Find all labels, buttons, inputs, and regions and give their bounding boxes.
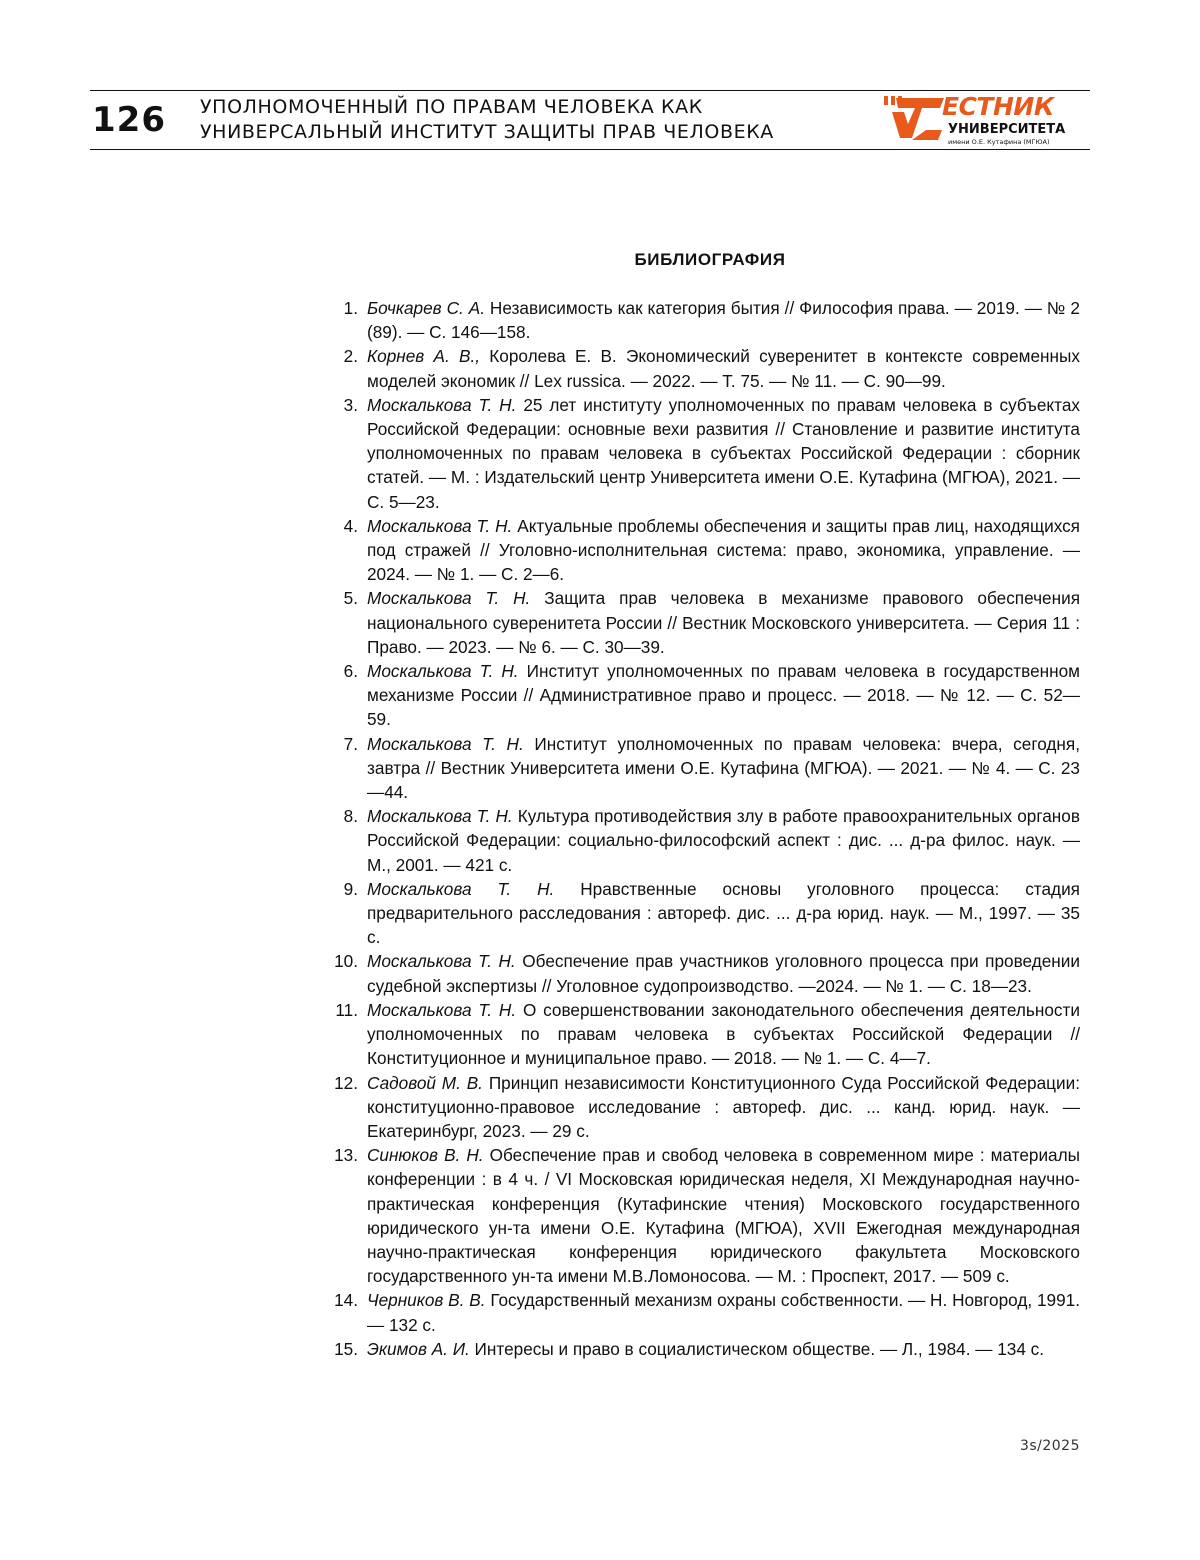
bibliography-item — [328, 393, 1080, 514]
item-text: Государственный механизм охраны собственности. — Н. Новгород, 1991. — 132 с. — [367, 1290, 1080, 1334]
item-author: Синюков В. Н. — [367, 1145, 484, 1165]
bibliography-item — [328, 514, 1080, 587]
item-text: Независимость как категория бытия // Философия права. — 2019. — № 2 (89). — С. 146—158. — [367, 298, 1080, 342]
item-author: Москалькова Т. Н. — [367, 516, 512, 536]
item-text: О совершенствовании законодательного обеспечения деятельности уполномоченных по правам человека в субъектах Российской Федерации // Конституционное и муниципальное право. — 2018. — № 1. — С. 4—7. — [367, 1000, 1080, 1068]
bibliography-item — [328, 804, 1080, 877]
item-author: Черников В. В. — [367, 1290, 486, 1310]
item-text: Культура противодействия злу в работе правоохранительных органов Российской Федерации: социально-философский аспект : дис. ... д-ра филос. наук. — М., 2001. — 421 с. — [367, 806, 1080, 874]
bibliography-heading: БИБЛИОГРАФИЯ — [340, 250, 1080, 270]
item-author: Москалькова Т. Н. — [367, 806, 513, 826]
item-number: 9. — [328, 877, 358, 901]
item-number: 15. — [328, 1337, 358, 1361]
item-number: 7. — [328, 732, 358, 756]
item-number: 6. — [328, 659, 358, 683]
item-text: Защита прав человека в механизме правового обеспечения национального суверенитета России // Вестник Московского университета. — Серия 11 : Право. — 2023. — № 6. — С. 30—39. — [367, 588, 1080, 656]
logo-subtitle-2: имени О.Е. Кутафина (МГЮА) — [948, 138, 1050, 146]
bibliography-item — [328, 296, 1080, 344]
item-author: Москалькова Т. Н. — [367, 395, 516, 415]
bibliography-item — [328, 1337, 1080, 1361]
item-author: Москалькова Т. Н. — [367, 734, 524, 754]
bibliography-item — [328, 949, 1080, 997]
item-author: Москалькова Т. Н. — [367, 879, 554, 899]
item-author: Москалькова Т. Н. — [367, 661, 519, 681]
page-header — [90, 90, 1090, 150]
item-text: Актуальные проблемы обеспечения и защиты прав лиц, находящихся под стражей // Уголовно-исполнительная система: право, экономика, управление. — 2024. — № 1. — С. 2—6. — [367, 516, 1080, 584]
item-author: Бочкарев С. А. — [367, 298, 485, 318]
item-number: 4. — [328, 514, 358, 538]
item-number: 12. — [328, 1071, 358, 1095]
bibliography-item — [328, 1071, 1080, 1144]
bibliography-list — [328, 296, 1080, 1361]
bibliography-item — [328, 344, 1080, 392]
item-number: 3. — [328, 393, 358, 417]
page-number: 126 — [92, 100, 166, 140]
logo-word: ЕСТНИК — [942, 92, 1054, 121]
item-author: Москалькова Т. Н. — [367, 1000, 516, 1020]
running-title-line-2: УНИВЕРСАЛЬНЫЙ ИНСТИТУТ ЗАЩИТЫ ПРАВ ЧЕЛОВЕКА — [200, 120, 774, 145]
item-text: 25 лет институту уполномоченных по правам человека в субъектах Российской Федерации: основные вехи развития // Становление и развитие института уполномоченных по правам человека в субъектах Российской Федерации : сборник статей. — М. : Издательский центр Университета имени О.Е. Кутафина (МГЮА), 2021. — С. 5—23. — [367, 395, 1080, 512]
item-author: Садовой М. В. — [367, 1073, 483, 1093]
item-text: Институт уполномоченных по правам человека в государственном механизме России // Административное право и процесс. — 2018. — № 12. — С. 52—59. — [367, 661, 1080, 729]
item-author: Экимов А. И. — [367, 1339, 470, 1359]
item-number: 11. — [328, 998, 358, 1022]
item-text: Обеспечение прав и свобод человека в современном мире : материалы конференции : в 4 ч. / VI Московская юридическая неделя, XI Международная научно-практическая конференция (Кутафинские чтения) Московского государственного юридического ун-та имени О.Е. Кутафина (МГЮА), XVII Ежегодная международная научно-практическая конференция юридического факультета Московского государственного ун-та имени М.В.Ломоносова. — М. : Проспект, 2017. — 509 с. — [367, 1145, 1080, 1286]
item-author: Москалькова Т. Н. — [367, 588, 530, 608]
item-author: Москалькова Т. Н. — [367, 951, 516, 971]
journal-logo — [882, 92, 1092, 148]
item-number: 10. — [328, 949, 358, 973]
item-number: 14. — [328, 1288, 358, 1312]
item-author: Корнев А. В., — [367, 346, 480, 366]
item-text: Нравственные основы уголовного процесса: стадия предварительного расследования : автореф. дис. ... д-ра юрид. наук. — М., 1997. — 35 с. — [367, 879, 1080, 947]
item-text: Королева Е. В. Экономический суверенитет в контексте современных моделей экономик // Lex russica. — 2022. — Т. 75. — № 11. — С. 90—99. — [367, 346, 1080, 390]
bibliography-item — [328, 659, 1080, 732]
bibliography-item — [328, 1143, 1080, 1288]
header-top-rule — [90, 90, 1090, 91]
bibliography-item — [328, 877, 1080, 950]
item-text: Обеспечение прав участников уголовного процесса при проведении судебной экспертизы // Уголовное судопроизводство. —2024. — № 1. — С. 18—23. — [367, 951, 1080, 995]
running-title — [200, 95, 774, 145]
bibliography-item — [328, 998, 1080, 1071]
item-number: 5. — [328, 586, 358, 610]
logo-subtitle: УНИВЕРСИТЕТА — [948, 122, 1065, 137]
bibliography-item — [328, 732, 1080, 805]
issue-number: 3s/2025 — [960, 1438, 1080, 1454]
item-number: 2. — [328, 344, 358, 368]
item-text: Интересы и право в социалистическом обществе. — Л., 1984. — 134 с. — [470, 1339, 1044, 1359]
bibliography-item — [328, 1288, 1080, 1336]
bibliography-item — [328, 586, 1080, 659]
item-number: 1. — [328, 296, 358, 320]
running-title-line-1: УПОЛНОМОЧЕННЫЙ ПО ПРАВАМ ЧЕЛОВЕКА КАК — [200, 95, 774, 120]
item-number: 8. — [328, 804, 358, 828]
item-number: 13. — [328, 1143, 358, 1167]
header-bottom-rule — [90, 149, 1090, 150]
item-text: Принцип независимости Конституционного Суда Российской Федерации: конституционно-правовое исследование : автореф. дис. ... канд. юрид. наук. — Екатеринбург, 2023. — 29 с. — [367, 1073, 1080, 1141]
item-text: Институт уполномоченных по правам человека: вчера, сегодня, завтра // Вестник Университета имени О.Е. Кутафина (МГЮА). — 2021. — № 4. — С. 23—44. — [367, 734, 1080, 802]
